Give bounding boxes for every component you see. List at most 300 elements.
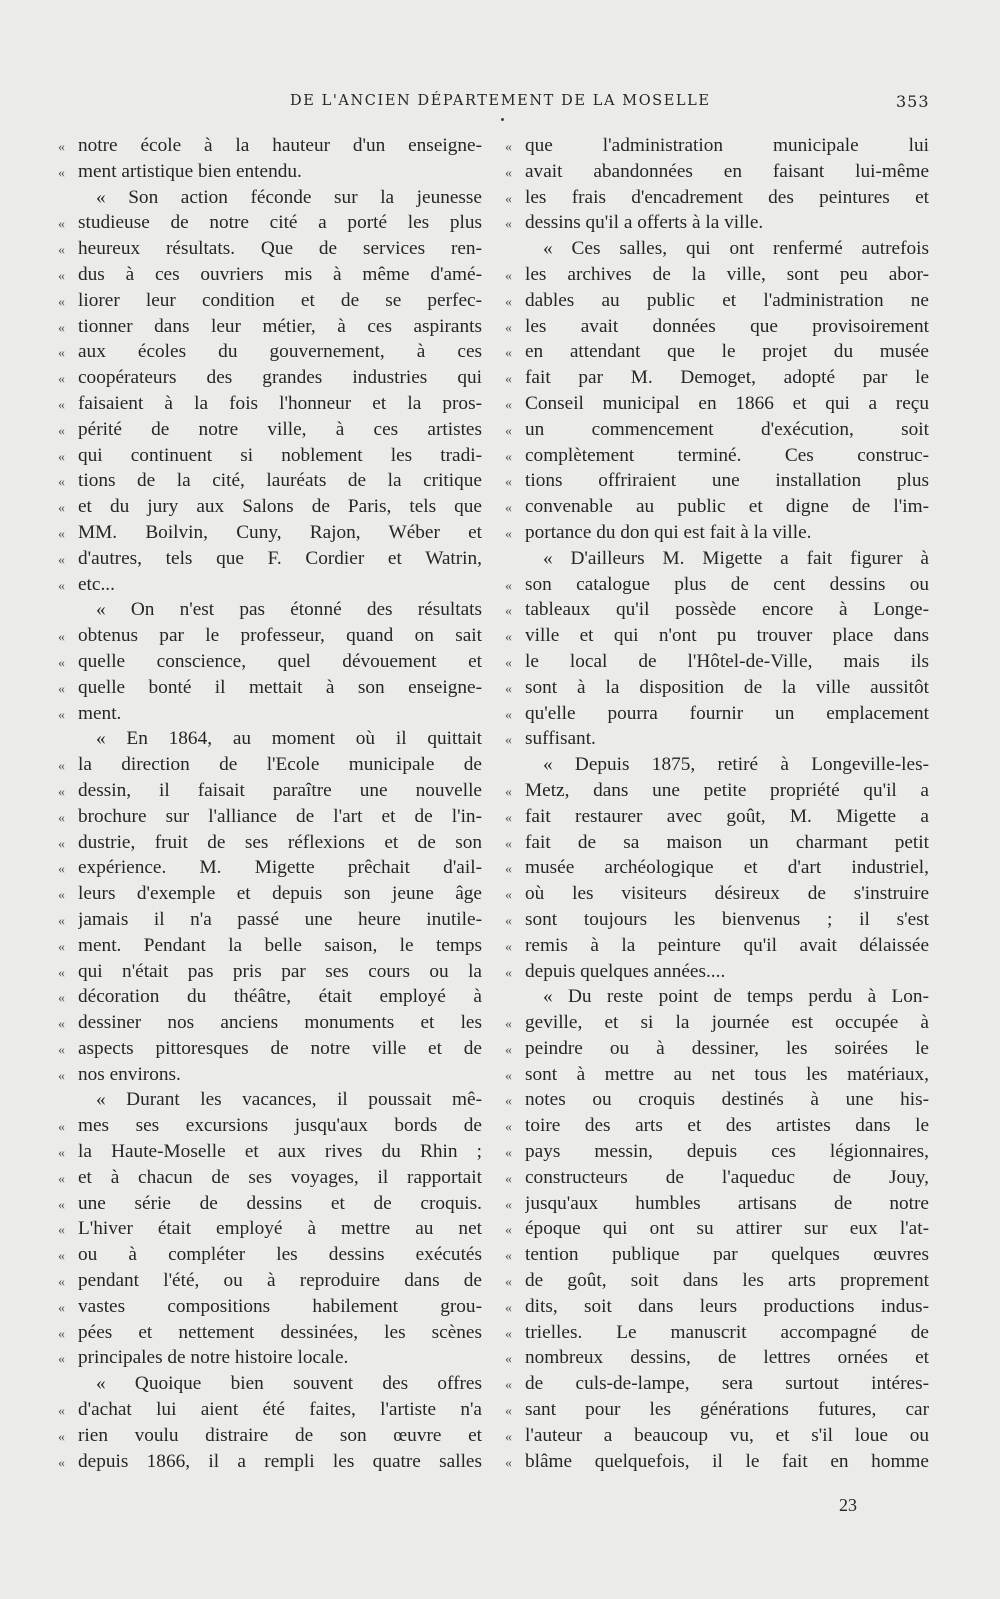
line-text: pendant l'été, ou à reproduire dans de	[78, 1270, 482, 1292]
quote-mark: «	[58, 1429, 65, 1445]
quote-mark: «	[58, 836, 65, 852]
quote-mark: «	[58, 681, 65, 697]
quote-mark: «	[58, 1068, 65, 1084]
line-text: ville et qui n'ont pu trouver place dans	[525, 625, 929, 647]
text-line	[58, 314, 482, 340]
running-head: DE L'ANCIEN DÉPARTEMENT DE LA MOSELLE	[290, 93, 711, 109]
quote-mark: «	[58, 320, 65, 336]
line-text: faisaient à la fois l'honneur et la pros-	[78, 392, 482, 414]
line-text: depuis quelques années....	[525, 960, 726, 982]
line-text: les archives de la ville, sont peu abor-	[525, 263, 929, 285]
quote-mark	[58, 597, 78, 623]
quote-mark: «	[58, 1275, 65, 1291]
text-line	[505, 1449, 929, 1475]
text-line	[505, 443, 929, 469]
text-line	[505, 1268, 929, 1294]
quote-mark: «	[505, 294, 512, 310]
line-text: peindre ou à dessiner, les soirées le	[525, 1037, 929, 1059]
quote-mark: «	[505, 836, 512, 852]
line-text: notes ou croquis destinés à une his-	[525, 1089, 929, 1111]
text-line	[505, 133, 929, 159]
quote-mark: «	[58, 784, 65, 800]
text-line	[58, 468, 482, 494]
quote-mark	[505, 236, 525, 262]
line-text: ment artistique bien entendu.	[78, 160, 302, 182]
text-line	[505, 185, 929, 211]
text-line	[505, 236, 929, 262]
line-text: ment.	[78, 702, 122, 724]
text-line	[505, 984, 929, 1010]
line-text: liorer leur condition et de se perfec-	[78, 289, 482, 311]
line-text: remis à la peinture qu'il avait délaissée	[525, 934, 929, 956]
quote-mark: «	[505, 862, 512, 878]
quote-mark: «	[58, 449, 65, 465]
quote-mark: «	[58, 526, 65, 542]
line-text: avait abandonnées en faisant lui-même	[525, 160, 929, 182]
line-text: jamais il n'a passé une heure inutile-	[78, 908, 482, 930]
text-line	[58, 1216, 482, 1242]
line-text: pées et nettement dessinées, les scènes	[78, 1321, 482, 1343]
line-text: sont à la disposition de la ville aussitôt	[525, 676, 929, 698]
text-line	[505, 210, 929, 236]
quote-mark: «	[58, 1300, 65, 1316]
quote-mark: «	[58, 1197, 65, 1213]
text-line	[505, 1371, 929, 1397]
text-line	[505, 339, 929, 365]
text-line	[505, 855, 929, 881]
text-line	[505, 675, 929, 701]
quote-mark: «	[505, 1146, 512, 1162]
text-line	[505, 417, 929, 443]
quote-mark: «	[58, 862, 65, 878]
quote-mark: «	[505, 1223, 512, 1239]
line-text: décoration du théâtre, était employé à	[78, 986, 482, 1008]
quote-mark: «	[58, 965, 65, 981]
text-line	[505, 1062, 929, 1088]
line-text: les frais d'encadrement des peintures et	[525, 186, 929, 208]
text-line	[505, 391, 929, 417]
line-text: l'auteur a beaucoup vu, et s'il loue ou	[525, 1424, 929, 1446]
quote-mark: «	[505, 578, 512, 594]
quote-mark	[58, 1087, 78, 1113]
text-line	[58, 1449, 482, 1475]
line-text: etc...	[78, 573, 115, 595]
text-line	[505, 262, 929, 288]
quote-mark: «	[505, 1017, 512, 1033]
line-text: tention publique par quelques œuvres	[525, 1244, 929, 1266]
line-text: constructeurs de l'aqueduc de Jouy,	[525, 1166, 929, 1188]
text-line	[58, 133, 482, 159]
line-text: dessins qu'il a offerts à la ville.	[525, 212, 764, 234]
quote-mark: «	[58, 1120, 65, 1136]
text-line	[58, 933, 482, 959]
text-line	[58, 1397, 482, 1423]
quote-mark: «	[505, 501, 512, 517]
line-text: son catalogue plus de cent dessins ou	[525, 573, 929, 595]
quote-mark: «	[505, 707, 512, 723]
line-text: un commencement d'exécution, soit	[525, 418, 929, 440]
line-text: « Son action féconde sur la jeunesse	[96, 186, 482, 208]
quote-mark: «	[58, 578, 65, 594]
line-text: suffisant.	[525, 728, 596, 750]
line-text: toire des arts et des artistes dans le	[525, 1115, 929, 1137]
line-text: que l'administration municipale lui	[525, 135, 929, 156]
text-line	[58, 597, 482, 623]
line-text: dits, soit dans leurs productions indus-	[525, 1295, 929, 1317]
line-text: quelle bonté il mettait à son enseigne-	[78, 676, 482, 698]
line-text: nombreux dessins, de lettres ornées et	[525, 1347, 929, 1369]
quote-mark: «	[505, 423, 512, 439]
line-text: depuis 1866, il a rempli les quatre salles	[78, 1450, 482, 1472]
quote-mark: «	[58, 1404, 65, 1420]
quote-mark: «	[58, 397, 65, 413]
text-line	[58, 1191, 482, 1217]
text-line	[58, 1062, 482, 1088]
line-text: sont à mettre au net tous les matériaux,	[525, 1063, 929, 1085]
quote-mark: «	[505, 1352, 512, 1368]
line-text: d'achat lui aient été faites, l'artiste n'a	[78, 1399, 482, 1421]
text-line	[505, 597, 929, 623]
quote-mark: «	[505, 681, 512, 697]
text-line	[505, 520, 929, 546]
text-line	[58, 623, 482, 649]
quote-mark	[505, 752, 525, 778]
line-text: époque qui ont su attirer sur eux l'at-	[525, 1218, 929, 1240]
quote-mark: «	[58, 140, 65, 155]
quote-mark: «	[58, 913, 65, 929]
quote-mark: «	[505, 1171, 512, 1187]
quote-mark: «	[505, 1120, 512, 1136]
line-text: musée archéologique et d'art industriel,	[525, 857, 929, 879]
quote-mark: «	[58, 1146, 65, 1162]
line-text: geville, et si la journée est occupée à	[525, 1012, 929, 1034]
quote-mark: «	[505, 630, 512, 646]
line-text: « En 1864, au moment où il quittait	[96, 728, 482, 750]
line-text: pays messin, depuis ces légionnaires,	[525, 1141, 929, 1163]
line-text: studieuse de notre cité a porté les plus	[78, 212, 482, 234]
line-text: qui n'était pas pris par ses cours ou la	[78, 960, 482, 982]
quote-mark: «	[505, 1326, 512, 1342]
ink-speck	[501, 118, 504, 121]
line-text: les avait données que provisoirement	[525, 315, 929, 337]
line-text: Metz, dans une petite propriété qu'il a	[525, 779, 929, 801]
quote-mark: «	[505, 965, 512, 981]
quote-mark: «	[505, 810, 512, 826]
line-text: quelle conscience, quel dévouement et	[78, 650, 482, 672]
text-line	[58, 1010, 482, 1036]
text-line	[505, 804, 929, 830]
quote-mark: «	[58, 372, 65, 388]
line-text: dessin, il faisait paraître une nouvelle	[78, 779, 482, 801]
line-text: portance du don qui est fait à la ville.	[525, 521, 812, 543]
text-line	[58, 185, 482, 211]
text-line	[505, 1397, 929, 1423]
quote-mark: «	[505, 604, 512, 620]
quote-mark: «	[505, 655, 512, 671]
line-text: qu'elle pourra fournir un emplacement	[525, 702, 929, 724]
text-line	[505, 494, 929, 520]
quote-mark: «	[58, 630, 65, 646]
text-line	[58, 830, 482, 856]
text-line	[58, 907, 482, 933]
quote-mark: «	[505, 1042, 512, 1058]
quote-mark: «	[505, 1404, 512, 1420]
line-text: vastes compositions habilement grou-	[78, 1295, 482, 1317]
quote-mark: «	[58, 501, 65, 517]
text-line	[505, 1320, 929, 1346]
text-line	[505, 726, 929, 752]
quote-mark: «	[505, 449, 512, 465]
quote-mark: «	[58, 1017, 65, 1033]
text-line	[58, 1294, 482, 1320]
quote-mark: «	[58, 165, 65, 181]
quote-mark: «	[58, 1042, 65, 1058]
text-line	[505, 159, 929, 185]
line-text: une série de dessins et de croquis.	[78, 1192, 482, 1214]
text-line	[58, 391, 482, 417]
quote-mark: «	[505, 191, 512, 207]
left-column	[58, 133, 482, 1474]
text-line	[58, 1371, 482, 1397]
text-line	[58, 572, 482, 598]
line-text: fait par M. Demoget, adopté par le	[525, 367, 929, 389]
quote-mark: «	[505, 1068, 512, 1084]
quote-mark: «	[58, 475, 65, 491]
line-text: expérience. M. Migette prêchait d'ail-	[78, 857, 482, 879]
line-text: jusqu'aux humbles artisans de notre	[525, 1192, 929, 1214]
text-line	[58, 1165, 482, 1191]
quote-mark: «	[58, 1223, 65, 1239]
text-line	[505, 468, 929, 494]
text-line	[505, 1087, 929, 1113]
text-line	[58, 1139, 482, 1165]
quote-mark: «	[505, 372, 512, 388]
text-line	[58, 365, 482, 391]
quote-mark: «	[505, 784, 512, 800]
text-line	[58, 855, 482, 881]
line-text: nos environs.	[78, 1063, 181, 1085]
text-line	[58, 1036, 482, 1062]
quote-mark: «	[58, 810, 65, 826]
line-text: tions offriraient une installation plus	[525, 470, 929, 492]
line-text: d'autres, tels que F. Cordier et Watrin,	[78, 547, 482, 569]
quote-mark: «	[58, 707, 65, 723]
line-text: leurs d'exemple et depuis son jeune âge	[78, 883, 482, 905]
line-text: « Durant les vacances, il poussait mê-	[96, 1089, 482, 1111]
line-text: dus à ces ouvriers mis à même d'amé-	[78, 263, 482, 285]
line-text: sont toujours les bienvenus ; il s'est	[525, 908, 929, 930]
quote-mark: «	[505, 268, 512, 284]
quote-mark: «	[505, 913, 512, 929]
line-text: Conseil municipal en 1866 et qui a reçu	[525, 392, 929, 414]
line-text: fait restaurer avec goût, M. Migette a	[525, 805, 929, 827]
line-text: ou à compléter les dessins exécutés	[78, 1244, 482, 1266]
text-line	[505, 959, 929, 985]
line-text: qui continuent si noblement les tradi-	[78, 444, 482, 466]
line-text: aux écoles du gouvernement, à ces	[78, 341, 482, 363]
text-line	[58, 236, 482, 262]
quote-mark: «	[58, 217, 65, 233]
quote-mark: «	[58, 655, 65, 671]
quote-mark: «	[58, 939, 65, 955]
line-text: tableaux qu'il possède encore à Longe-	[525, 599, 929, 621]
line-text: trielles. Le manuscrit accompagné de	[525, 1321, 929, 1343]
line-text: aspects pittoresques de notre ville et de	[78, 1037, 482, 1059]
quote-mark: «	[505, 140, 512, 155]
text-line	[58, 726, 482, 752]
text-line	[58, 288, 482, 314]
quote-mark: «	[58, 1455, 65, 1471]
quote-mark: «	[505, 397, 512, 413]
text-line	[505, 623, 929, 649]
text-line	[505, 1423, 929, 1449]
quote-mark: «	[58, 268, 65, 284]
quote-mark: «	[505, 475, 512, 491]
line-text: dustrie, fruit de ses réflexions et de son	[78, 831, 482, 853]
line-text: de culs-de-lampe, sera surtout intéres-	[525, 1373, 929, 1395]
text-line	[505, 1242, 929, 1268]
text-line	[505, 314, 929, 340]
text-line	[505, 1139, 929, 1165]
text-line	[505, 546, 929, 572]
text-line	[505, 881, 929, 907]
quote-mark: «	[505, 1094, 512, 1110]
quote-mark: «	[505, 1455, 512, 1471]
quote-mark: «	[505, 217, 512, 233]
text-line	[58, 1423, 482, 1449]
text-line	[505, 288, 929, 314]
text-line	[505, 830, 929, 856]
line-text: la direction de l'Ecole municipale de	[78, 754, 482, 776]
line-text: MM. Boilvin, Cuny, Rajon, Wéber et	[78, 521, 482, 543]
right-column	[505, 133, 929, 1474]
text-line	[505, 649, 929, 675]
signature-mark: 23	[839, 1495, 857, 1515]
line-text: fait de sa maison un charmant petit	[525, 831, 929, 853]
text-line	[58, 210, 482, 236]
text-line	[58, 159, 482, 185]
text-line	[505, 1036, 929, 1062]
text-line	[58, 752, 482, 778]
line-text: de goût, soit dans les arts proprement	[525, 1270, 929, 1292]
text-line	[505, 1113, 929, 1139]
quote-mark: «	[58, 991, 65, 1007]
line-text: « Du reste point de temps perdu à Lon-	[543, 986, 929, 1008]
text-line	[58, 1268, 482, 1294]
quote-mark: «	[505, 733, 512, 749]
text-line	[505, 572, 929, 598]
text-line	[505, 701, 929, 727]
quote-mark	[58, 185, 78, 211]
quote-mark	[58, 1371, 78, 1397]
text-line	[58, 546, 482, 572]
line-text: « On n'est pas étonné des résultats	[96, 599, 482, 621]
line-text: convenable au public et digne de l'im-	[525, 496, 929, 518]
quote-mark: «	[505, 526, 512, 542]
quote-mark: «	[505, 1429, 512, 1445]
line-text: « Depuis 1875, retiré à Longeville-les-	[543, 754, 929, 776]
text-line	[58, 959, 482, 985]
line-text: complètement terminé. Ces construc-	[525, 444, 929, 466]
line-text: dessiner nos anciens monuments et les	[78, 1012, 482, 1034]
line-text: et du jury aux Salons de Paris, tels que	[78, 496, 482, 518]
line-text: dables au public et l'administration ne	[525, 289, 929, 311]
line-text: « Ces salles, qui ont renfermé autrefois	[543, 238, 929, 260]
text-line	[58, 1320, 482, 1346]
text-line	[505, 907, 929, 933]
line-text: ment. Pendant la belle saison, le temps	[78, 934, 482, 956]
line-text: coopérateurs des grandes industries qui	[78, 367, 482, 389]
line-text: obtenus par le professeur, quand on sait	[78, 625, 482, 647]
text-line	[58, 1345, 482, 1371]
text-line	[58, 701, 482, 727]
text-line	[58, 262, 482, 288]
line-text: la Haute-Moselle et aux rives du Rhin ;	[78, 1141, 482, 1163]
line-text: et à chacun de ses voyages, il rapportait	[78, 1166, 482, 1188]
line-text: périté de notre ville, à ces artistes	[78, 418, 482, 440]
quote-mark: «	[58, 759, 65, 775]
line-text: rien voulu distraire de son œuvre et	[78, 1424, 482, 1446]
quote-mark: «	[505, 165, 512, 181]
text-line	[58, 804, 482, 830]
text-line	[505, 365, 929, 391]
line-text: sant pour les générations futures, car	[525, 1399, 929, 1421]
text-line	[58, 1113, 482, 1139]
text-line	[58, 443, 482, 469]
line-text: blâme quelquefois, il le fait en homme	[525, 1450, 929, 1472]
line-text: en attendant que le projet du musée	[525, 341, 929, 363]
text-line	[58, 1242, 482, 1268]
text-line	[505, 1294, 929, 1320]
text-line	[505, 752, 929, 778]
line-text: heureux résultats. Que de services ren-	[78, 238, 482, 260]
line-text: où les visiteurs désireux de s'instruire	[525, 883, 929, 905]
quote-mark: «	[58, 888, 65, 904]
text-line	[58, 984, 482, 1010]
quote-mark: «	[505, 1249, 512, 1265]
line-text: L'hiver était employé à mettre au net	[78, 1218, 482, 1240]
quote-mark: «	[505, 1378, 512, 1394]
text-line	[58, 1087, 482, 1113]
text-line	[505, 1345, 929, 1371]
quote-mark	[505, 546, 525, 572]
text-line	[505, 1165, 929, 1191]
text-line	[58, 494, 482, 520]
quote-mark: «	[505, 1275, 512, 1291]
page-number: 353	[896, 92, 930, 111]
line-text: le local de l'Hôtel-de-Ville, mais ils	[525, 650, 929, 672]
quote-mark: «	[58, 1326, 65, 1342]
text-line	[58, 417, 482, 443]
quote-mark: «	[58, 423, 65, 439]
quote-mark: «	[58, 552, 65, 568]
quote-mark: «	[58, 346, 65, 362]
quote-mark: «	[505, 320, 512, 336]
text-line	[505, 1010, 929, 1036]
line-text: « Quoique bien souvent des offres	[96, 1373, 482, 1395]
line-text: notre école à la hauteur d'un enseigne-	[78, 135, 482, 156]
line-text: principales de notre histoire locale.	[78, 1347, 349, 1369]
line-text: « D'ailleurs M. Migette a fait figurer à	[543, 547, 929, 569]
text-line	[505, 778, 929, 804]
text-line	[58, 881, 482, 907]
quote-mark: «	[58, 294, 65, 310]
text-line	[58, 339, 482, 365]
quote-mark	[505, 984, 525, 1010]
text-line	[505, 1191, 929, 1217]
line-text: mes ses excursions jusqu'aux bords de	[78, 1115, 482, 1137]
quote-mark: «	[505, 939, 512, 955]
